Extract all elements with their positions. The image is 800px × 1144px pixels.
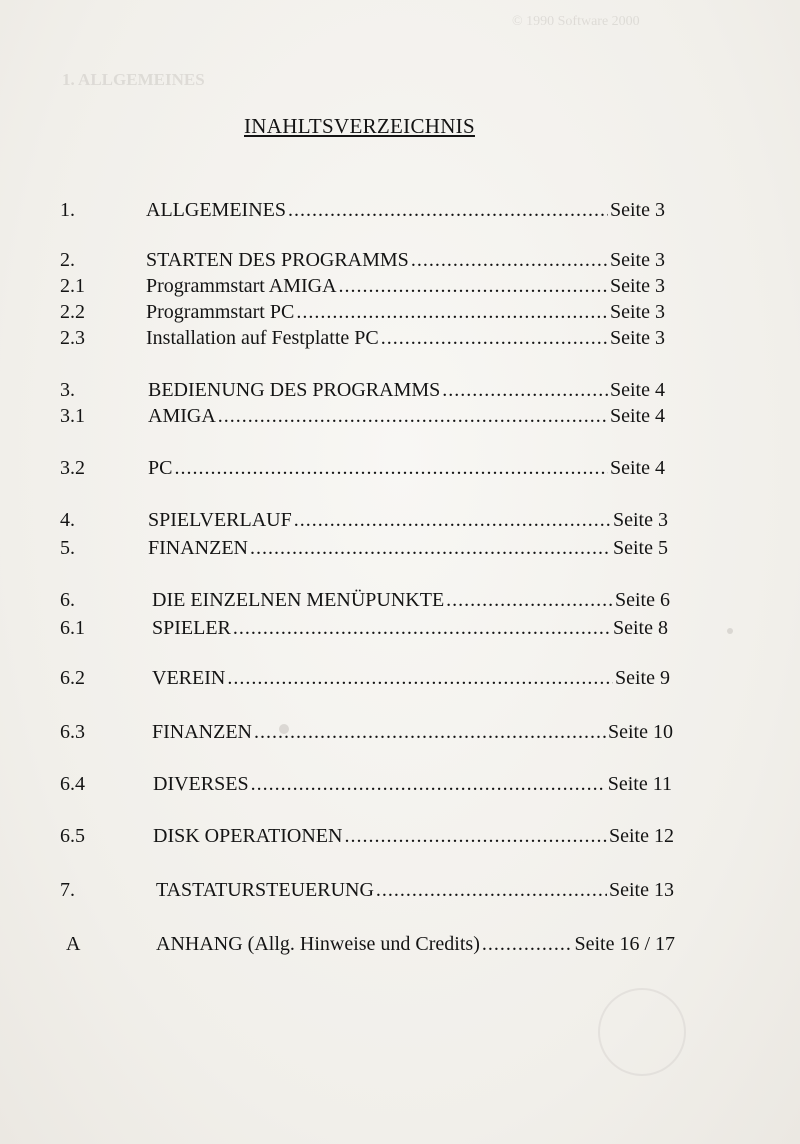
toc-leader-dots xyxy=(227,667,613,690)
toc-entry-line xyxy=(146,301,665,324)
toc-entry-page: Seite 8 xyxy=(613,617,668,639)
toc-entry-page: Seite 3 xyxy=(613,509,668,531)
toc-entry-line xyxy=(152,721,673,744)
toc-entry-line xyxy=(152,617,668,640)
toc-entry-page: Seite 3 xyxy=(610,301,665,323)
toc-entry-line xyxy=(148,457,665,480)
toc-leader-dots xyxy=(411,249,608,272)
toc-entry-line xyxy=(148,509,668,532)
toc-entry-number: 2. xyxy=(60,249,75,271)
toc-entry-page: Seite 3 xyxy=(610,199,665,221)
toc-entry-page: Seite 4 xyxy=(610,379,665,401)
toc-leader-dots xyxy=(218,405,608,428)
toc-entry-page: Seite 3 xyxy=(610,327,665,349)
toc-entry-line xyxy=(156,879,674,902)
toc-leader-dots xyxy=(294,509,611,532)
toc-entry-page: Seite 5 xyxy=(613,537,668,559)
toc-entry-label: ANHANG (Allg. Hinweise und Credits) xyxy=(156,933,480,955)
toc-leader-dots xyxy=(442,379,608,402)
toc-entry-number: 6.3 xyxy=(60,721,85,743)
toc-entry-number: 3.2 xyxy=(60,457,85,479)
toc-entry-label: VEREIN xyxy=(152,667,226,689)
toc-entry xyxy=(0,272,800,298)
toc-entry-label: DIE EINZELNEN MENÜPUNKTE xyxy=(152,589,445,611)
toc-entry-label: FINANZEN xyxy=(148,537,248,559)
toc-leader-dots xyxy=(381,327,608,350)
toc-entry-number: 4. xyxy=(60,509,75,531)
toc-title: INAHLTSVERZEICHNIS xyxy=(244,114,475,138)
toc-entry-number: 6.4 xyxy=(60,773,85,795)
toc-entry-label: PC xyxy=(148,457,173,479)
toc-entry-number: 2.2 xyxy=(60,301,85,323)
toc-entry-label: TASTATURSTEUERUNG xyxy=(156,879,374,901)
toc-leader-dots xyxy=(254,721,606,744)
toc-entry-number: 2.3 xyxy=(60,327,85,349)
toc-leader-dots xyxy=(482,933,573,956)
toc-leader-dots xyxy=(344,825,607,848)
toc-entry-line xyxy=(152,667,670,690)
toc-entry-number: 5. xyxy=(60,537,75,559)
toc-entry-label: SPIELVERLAUF xyxy=(148,509,292,531)
toc-entry xyxy=(0,614,800,640)
toc-entry-line xyxy=(146,199,665,222)
toc-entry-number: 7. xyxy=(60,879,75,901)
toc-entry-label: AMIGA xyxy=(148,405,216,427)
toc-entry xyxy=(0,770,800,796)
toc-entry-number: A xyxy=(66,933,81,955)
toc-leader-dots xyxy=(376,879,607,902)
toc-entry-line xyxy=(148,537,668,560)
toc-entry-page: Seite 11 xyxy=(607,773,672,795)
toc-entry-page: Seite 16 / 17 xyxy=(574,933,675,955)
show-through-copyright: © 1990 Software 2000 xyxy=(512,14,640,29)
toc-entry-label: Installation auf Festplatte PC xyxy=(146,327,379,349)
toc-entry-number: 6.5 xyxy=(60,825,85,847)
toc-entry-page: Seite 9 xyxy=(615,667,670,689)
toc-entry-label: FINANZEN xyxy=(152,721,252,743)
toc-leader-dots xyxy=(288,199,608,222)
toc-entry-line xyxy=(153,825,674,848)
toc-entry-number: 3. xyxy=(60,379,75,401)
toc-entry-number: 6.2 xyxy=(60,667,85,689)
toc-entry xyxy=(0,718,800,744)
toc-entry xyxy=(0,586,800,612)
toc-entry-number: 2.1 xyxy=(60,275,85,297)
toc-entry-number: 1. xyxy=(60,199,75,221)
toc-entry xyxy=(0,534,800,560)
show-through-heading: 1. ALLGEMEINES xyxy=(62,70,205,89)
toc-entry-number: 6.1 xyxy=(60,617,85,639)
toc-leader-dots xyxy=(296,301,608,324)
toc-entry-page: Seite 10 xyxy=(608,721,673,743)
toc-entry-page: Seite 3 xyxy=(610,275,665,297)
toc-entry xyxy=(0,664,800,690)
toc-entry-label: BEDIENUNG DES PROGRAMMS xyxy=(148,379,441,401)
toc-entry xyxy=(0,324,800,350)
toc-entry-page: Seite 13 xyxy=(609,879,674,901)
toc-entry xyxy=(0,298,800,324)
toc-entry-line xyxy=(153,773,672,796)
toc-entry-label: ALLGEMEINES xyxy=(146,199,286,221)
toc-entry xyxy=(0,506,800,532)
toc-entry xyxy=(0,376,800,402)
toc-entry-page: Seite 12 xyxy=(609,825,674,847)
toc-entry-line xyxy=(148,405,665,428)
toc-entry xyxy=(0,246,800,272)
toc-entry-page: Seite 3 xyxy=(610,249,665,271)
toc-entry xyxy=(0,196,800,222)
toc-entry-page: Seite 4 xyxy=(610,405,665,427)
toc-entry xyxy=(0,822,800,848)
toc-entry-page: Seite 6 xyxy=(615,589,670,611)
toc-entry-line xyxy=(146,249,665,272)
toc-entry-page: Seite 4 xyxy=(610,457,665,479)
toc-leader-dots xyxy=(446,589,613,612)
toc-entry-label: Programmstart AMIGA xyxy=(146,275,337,297)
toc-leader-dots xyxy=(251,773,606,796)
toc-entry-line xyxy=(156,933,675,956)
toc-entry-number: 3.1 xyxy=(60,405,85,427)
toc-entry xyxy=(0,402,800,428)
toc-leader-dots xyxy=(339,275,608,298)
toc-entry-line xyxy=(148,379,665,402)
toc-entry-label: DIVERSES xyxy=(153,773,249,795)
toc-leader-dots xyxy=(174,457,608,480)
toc-entry xyxy=(0,876,800,902)
toc-entry-label: DISK OPERATIONEN xyxy=(153,825,343,847)
toc-entry-label: STARTEN DES PROGRAMMS xyxy=(146,249,409,271)
toc-entry-number: 6. xyxy=(60,589,75,611)
toc-leader-dots xyxy=(250,537,611,560)
toc-entry xyxy=(0,930,800,956)
toc-entry xyxy=(0,454,800,480)
toc-leader-dots xyxy=(233,617,611,640)
toc-entry-label: SPIELER xyxy=(152,617,231,639)
football-watermark-icon xyxy=(598,988,686,1076)
toc-entry-line xyxy=(152,589,670,612)
toc-entry-label: Programmstart PC xyxy=(146,301,295,323)
toc-entry-line xyxy=(146,327,665,350)
toc-entry-line xyxy=(146,275,665,298)
